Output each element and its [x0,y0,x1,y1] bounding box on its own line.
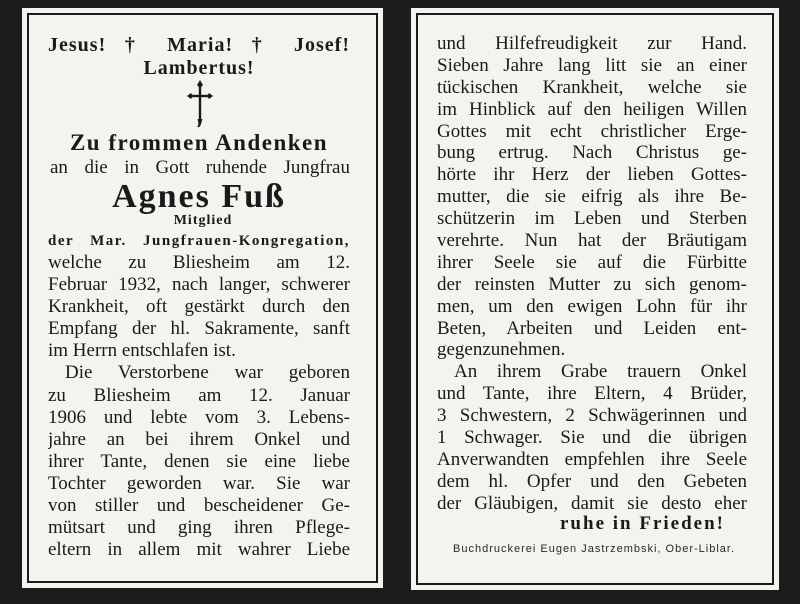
subheading: an die in Gott ruhende Jungfrau [50,157,350,178]
patron-saint: Lambertus! [143,57,255,79]
left-body-line: Empfang der hl. Sakramente, sanft [48,318,350,340]
right-body-line: 1 Schwager. Sie und die übrigen [437,427,747,449]
right-body-line: Anverwandten empfehlen ihre Seele [437,448,747,470]
right-body-line: und Hilfefreudigkeit zur Hand. [437,33,747,54]
left-body-line: welche zu Bliesheim am 12. [48,252,350,273]
cross-icon [187,80,213,128]
left-body-line: Krankheit, oft gestärkt durch den [48,296,350,318]
right-body-line: verehrte. Nun hat der Bräutigam [437,230,747,252]
right-body-line: der reinsten Mutter zu sich genom- [437,273,747,295]
right-body-text [437,33,747,515]
right-body-line: Sieben Jahre lang litt sie an einer [437,54,747,76]
left-body-line: Februar 1932, nach langer, schwerer [48,274,350,296]
membership-label: Mitglied [173,213,233,228]
right-body-line: der Gläubigen, damit sie desto eher [437,492,747,514]
printer-imprint: Buchdruckerei Eugen Jastrzembski, Ober-Liblar. [453,543,735,555]
left-body-line: zu Bliesheim am 12. Januar [48,384,350,406]
right-body-line: im Hinblick auf den heiligen Willen [437,98,747,120]
right-body-line: und Tante, ihre Eltern, 4 Brüder, [437,383,747,405]
left-card [22,8,383,588]
right-body-line: schützerin im Leben und Sterben [437,208,747,230]
left-body-line: 1906 und lebte vom 3. Lebens- [48,406,350,428]
left-body-text [48,252,350,561]
right-body-line: bung ertrug. Nach Christus ge- [437,142,747,164]
deceased-name: Agnes Fuß [112,178,286,215]
left-body-line: eltern in allem mit wahrer Liebe [48,539,350,561]
heading: Zu frommen Andenken [69,130,329,155]
invocation: Jesus! † Maria! † Josef! [48,34,350,56]
right-body-line: 3 Schwestern, 2 Schwägerinnen und [437,405,747,427]
closing-blessing: ruhe in Frieden! [560,513,725,534]
right-body-line: tückischen Krankheit, welche sie [437,76,747,98]
right-body-line: mutter, die sie eifrig als ihre Be- [437,186,747,208]
right-body-line: hörte ihr Herz der lieben Gottes- [437,164,747,186]
left-body-line: Die Verstorbene war geboren [65,362,350,384]
right-body-line: An ihrem Grabe trauern Onkel [454,361,747,383]
left-body-line: Tochter geworden war. Sie war [48,472,350,494]
right-body-line: dem hl. Opfer und den Gebeten [437,470,747,492]
right-body-line: Gottes mit echt christlicher Erge- [437,120,747,142]
left-body-line: ihrer Tante, denen sie eine liebe [48,450,350,472]
right-body-line: ihrer Seele sie auf die Fürbitte [437,251,747,273]
right-body-line: men, um den ewigen Lohn für ihr [437,295,747,317]
right-card [411,8,779,590]
left-body-line: von stiller und bescheidener Ge- [48,495,350,517]
right-body-line: gegenzunehmen. [437,339,566,361]
right-body-line: Beten, Arbeiten und Leiden ent- [437,317,747,339]
left-body-line: mütsart und ging ihren Pflege- [48,517,350,539]
membership: der Mar. Jungfrauen-Kongregation, [48,233,350,249]
left-body-line: jahre an bei ihrem Onkel und [48,428,350,450]
left-body-line: im Herrn entschlafen ist. [48,340,236,362]
